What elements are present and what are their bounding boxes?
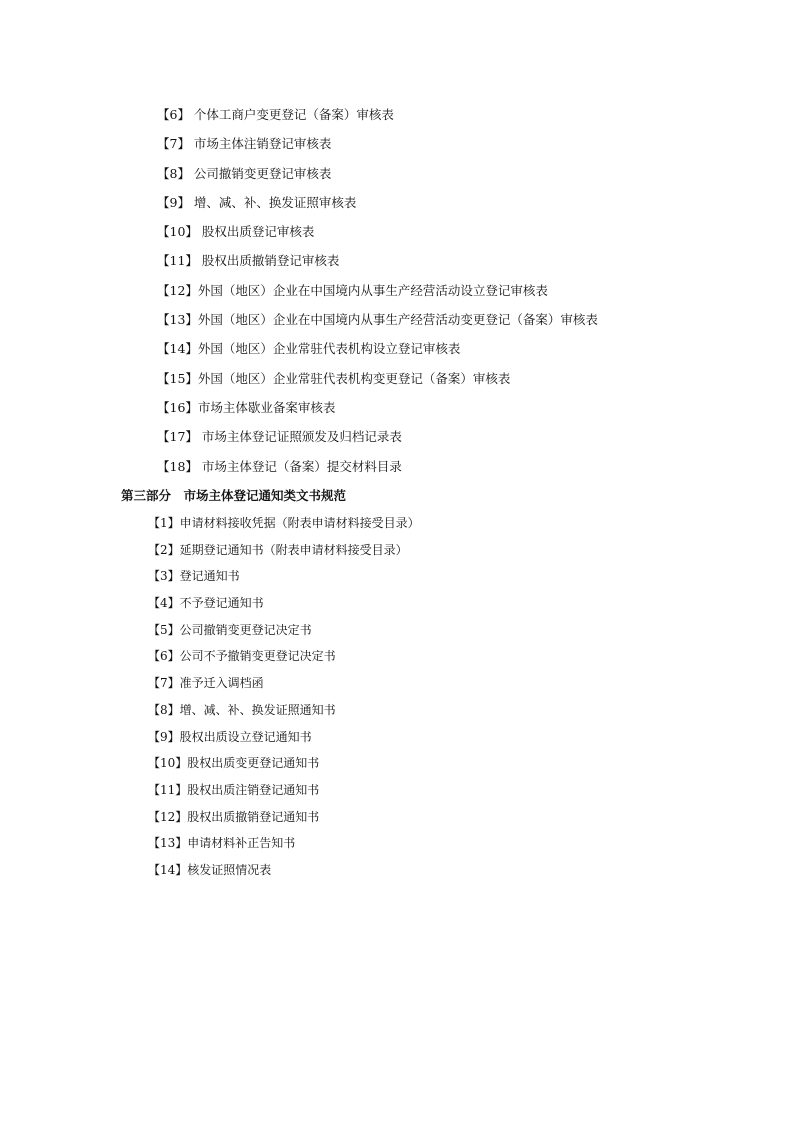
list-item: 【3】登记通知书 xyxy=(148,569,240,584)
list-item: 【10】 股权出质登记审核表 xyxy=(157,224,315,240)
list-item: 【15】外国（地区）企业常驻代表机构变更登记（备案）审核表 xyxy=(157,370,511,386)
list-item: 【1】申请材料接收凭据（附表申请材料接受目录） xyxy=(148,516,420,530)
list-item: 【10】股权出质变更登记通知书 xyxy=(148,756,320,771)
part3-item-list xyxy=(148,513,420,887)
list-item: 【6】公司不予撤销变更登记决定书 xyxy=(148,649,336,664)
list-item: 【14】核发证照情况表 xyxy=(148,862,272,877)
list-item: 【12】外国（地区）企业在中国境内从事生产经营活动设立登记审核表 xyxy=(157,282,548,298)
list-item: 【13】外国（地区）企业在中国境内从事生产经营活动变更登记（备案）审核表 xyxy=(157,312,598,328)
list-item: 【8】增、减、补、换发证照通知书 xyxy=(148,702,336,717)
list-item: 【13】申请材料补正告知书 xyxy=(148,836,296,851)
list-item: 【11】股权出质注销登记通知书 xyxy=(148,782,320,797)
list-item: 【14】外国（地区）企业常驻代表机构设立登记审核表 xyxy=(157,341,461,357)
list-item: 【17】 市场主体登记证照颁发及归档记录表 xyxy=(157,429,402,445)
list-item: 【9】股权出质设立登记通知书 xyxy=(148,729,312,744)
list-item: 【18】 市场主体登记（备案）提交材料目录 xyxy=(157,458,402,474)
list-item: 【7】 市场主体注销登记审核表 xyxy=(157,136,332,152)
list-item: 【11】 股权出质撤销登记审核表 xyxy=(157,253,340,269)
list-item: 【5】公司撤销变更登记决定书 xyxy=(148,622,312,637)
list-item: 【4】不予登记通知书 xyxy=(148,596,264,611)
list-item: 【2】延期登记通知书（附表申请材料接受目录） xyxy=(148,542,408,557)
section-heading: 第三部分 市场主体登记通知类文书规范 xyxy=(121,488,347,503)
list-item: 【16】市场主体歇业备案审核表 xyxy=(157,399,336,415)
part2-item-list xyxy=(157,104,598,485)
list-item: 【8】 公司撤销变更登记审核表 xyxy=(157,165,332,181)
list-item: 【9】 增、减、补、换发证照审核表 xyxy=(157,194,357,210)
list-item: 【12】股权出质撤销登记通知书 xyxy=(148,809,320,824)
list-item: 【7】准予迁入调档函 xyxy=(148,676,264,691)
list-item: 【6】 个体工商户变更登记（备案）审核表 xyxy=(157,107,394,122)
